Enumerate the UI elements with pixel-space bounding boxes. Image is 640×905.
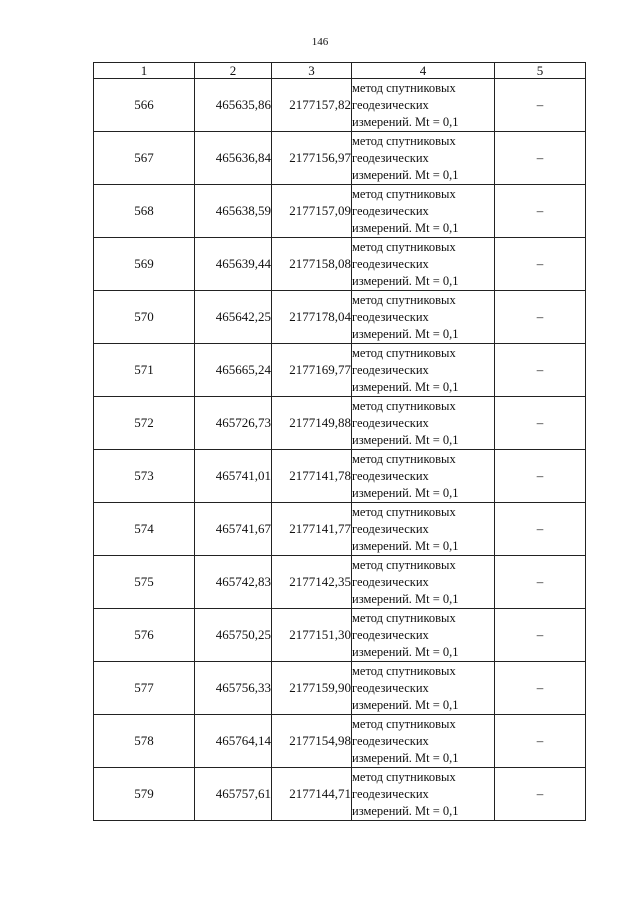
y-coordinate-cell: 2177169,77 — [272, 344, 352, 397]
method-cell — [352, 503, 495, 556]
method-line: метод спутниковых — [352, 398, 456, 413]
method-line: метод спутниковых — [352, 663, 456, 678]
method-cell — [352, 185, 495, 238]
method-line: метод спутниковых — [352, 504, 456, 519]
method-line: геодезических — [352, 733, 429, 748]
table-row — [94, 556, 586, 609]
header-col-3: 3 — [272, 63, 352, 79]
point-number-cell: 567 — [94, 132, 195, 185]
y-coordinate-cell: 2177149,88 — [272, 397, 352, 450]
page-number: 146 — [311, 36, 329, 48]
x-coordinate-cell: 465642,25 — [195, 291, 272, 344]
method-cell — [352, 397, 495, 450]
method-line: геодезических — [352, 256, 429, 271]
y-coordinate-cell: 2177157,09 — [272, 185, 352, 238]
method-line: измерений. Mt = 0,1 — [352, 273, 459, 288]
column-5-cell: – — [495, 450, 586, 503]
point-number-cell: 571 — [94, 344, 195, 397]
method-line: метод спутниковых — [352, 239, 456, 254]
x-coordinate-cell: 465635,86 — [195, 79, 272, 132]
method-cell — [352, 609, 495, 662]
x-coordinate-cell: 465742,83 — [195, 556, 272, 609]
column-5-cell: – — [495, 503, 586, 556]
point-number-cell: 577 — [94, 662, 195, 715]
x-coordinate-cell: 465750,25 — [195, 609, 272, 662]
header-col-4: 4 — [352, 63, 495, 79]
x-coordinate-cell: 465764,14 — [195, 715, 272, 768]
table-row — [94, 715, 586, 768]
point-number-cell: 568 — [94, 185, 195, 238]
column-5-cell: – — [495, 79, 586, 132]
y-coordinate-cell: 2177151,30 — [272, 609, 352, 662]
header-row — [94, 63, 586, 79]
column-5-cell: – — [495, 185, 586, 238]
method-line: метод спутниковых — [352, 451, 456, 466]
method-cell — [352, 450, 495, 503]
column-5-cell: – — [495, 238, 586, 291]
method-line: измерений. Mt = 0,1 — [352, 697, 459, 712]
method-line: метод спутниковых — [352, 557, 456, 572]
method-line: геодезических — [352, 468, 429, 483]
point-number-cell: 575 — [94, 556, 195, 609]
x-coordinate-cell: 465638,59 — [195, 185, 272, 238]
method-line: измерений. Mt = 0,1 — [352, 750, 459, 765]
method-line: метод спутниковых — [352, 769, 456, 784]
method-cell — [352, 132, 495, 185]
method-line: геодезических — [352, 362, 429, 377]
method-cell — [352, 556, 495, 609]
table-row — [94, 79, 586, 132]
method-line: геодезических — [352, 680, 429, 695]
column-5-cell: – — [495, 715, 586, 768]
y-coordinate-cell: 2177156,97 — [272, 132, 352, 185]
table-row — [94, 450, 586, 503]
method-line: измерений. Mt = 0,1 — [352, 167, 459, 182]
point-number-cell: 570 — [94, 291, 195, 344]
method-line: геодезических — [352, 786, 429, 801]
point-number-cell: 572 — [94, 397, 195, 450]
method-cell — [352, 768, 495, 821]
x-coordinate-cell: 465636,84 — [195, 132, 272, 185]
column-5-cell: – — [495, 344, 586, 397]
method-line: метод спутниковых — [352, 186, 456, 201]
table-header — [94, 63, 586, 79]
point-number-cell: 574 — [94, 503, 195, 556]
y-coordinate-cell: 2177142,35 — [272, 556, 352, 609]
y-coordinate-cell: 2177178,04 — [272, 291, 352, 344]
y-coordinate-cell: 2177154,98 — [272, 715, 352, 768]
method-line: метод спутниковых — [352, 610, 456, 625]
method-line: геодезических — [352, 150, 429, 165]
method-line: геодезических — [352, 309, 429, 324]
x-coordinate-cell: 465756,33 — [195, 662, 272, 715]
method-line: измерений. Mt = 0,1 — [352, 485, 459, 500]
table-body — [94, 79, 586, 821]
method-cell — [352, 344, 495, 397]
header-col-1: 1 — [94, 63, 195, 79]
table-row — [94, 662, 586, 715]
y-coordinate-cell: 2177141,78 — [272, 450, 352, 503]
method-line: измерений. Mt = 0,1 — [352, 114, 459, 129]
column-5-cell: – — [495, 132, 586, 185]
point-number-cell: 576 — [94, 609, 195, 662]
method-line: измерений. Mt = 0,1 — [352, 538, 459, 553]
y-coordinate-cell: 2177159,90 — [272, 662, 352, 715]
column-5-cell: – — [495, 291, 586, 344]
column-5-cell: – — [495, 609, 586, 662]
method-line: метод спутниковых — [352, 345, 456, 360]
x-coordinate-cell: 465639,44 — [195, 238, 272, 291]
method-cell — [352, 238, 495, 291]
method-line: измерений. Mt = 0,1 — [352, 644, 459, 659]
method-line: геодезических — [352, 627, 429, 642]
method-cell — [352, 715, 495, 768]
method-line: измерений. Mt = 0,1 — [352, 326, 459, 341]
point-number-cell: 569 — [94, 238, 195, 291]
point-number-cell: 579 — [94, 768, 195, 821]
method-line: метод спутниковых — [352, 133, 456, 148]
column-5-cell: – — [495, 397, 586, 450]
table-row — [94, 185, 586, 238]
table-row — [94, 503, 586, 556]
y-coordinate-cell: 2177141,77 — [272, 503, 352, 556]
method-line: измерений. Mt = 0,1 — [352, 432, 459, 447]
header-col-5: 5 — [495, 63, 586, 79]
method-cell — [352, 662, 495, 715]
point-number-cell: 566 — [94, 79, 195, 132]
table-row — [94, 291, 586, 344]
method-line: измерений. Mt = 0,1 — [352, 591, 459, 606]
table-row — [94, 238, 586, 291]
table-row — [94, 397, 586, 450]
column-5-cell: – — [495, 768, 586, 821]
method-line: геодезических — [352, 415, 429, 430]
method-line: геодезических — [352, 203, 429, 218]
x-coordinate-cell: 465757,61 — [195, 768, 272, 821]
point-number-cell: 578 — [94, 715, 195, 768]
table-row — [94, 132, 586, 185]
y-coordinate-cell: 2177157,82 — [272, 79, 352, 132]
table-row — [94, 609, 586, 662]
x-coordinate-cell: 465665,24 — [195, 344, 272, 397]
method-line: измерений. Mt = 0,1 — [352, 220, 459, 235]
method-line: измерений. Mt = 0,1 — [352, 379, 459, 394]
method-line: геодезических — [352, 574, 429, 589]
coordinates-table — [93, 62, 586, 821]
method-line: измерений. Mt = 0,1 — [352, 803, 459, 818]
y-coordinate-cell: 2177144,71 — [272, 768, 352, 821]
method-line: геодезических — [352, 521, 429, 536]
column-5-cell: – — [495, 556, 586, 609]
method-line: геодезических — [352, 97, 429, 112]
header-col-2: 2 — [195, 63, 272, 79]
method-cell — [352, 291, 495, 344]
x-coordinate-cell: 465726,73 — [195, 397, 272, 450]
table-row — [94, 768, 586, 821]
x-coordinate-cell: 465741,01 — [195, 450, 272, 503]
point-number-cell: 573 — [94, 450, 195, 503]
y-coordinate-cell: 2177158,08 — [272, 238, 352, 291]
table-row — [94, 344, 586, 397]
x-coordinate-cell: 465741,67 — [195, 503, 272, 556]
method-line: метод спутниковых — [352, 80, 456, 95]
method-line: метод спутниковых — [352, 292, 456, 307]
column-5-cell: – — [495, 662, 586, 715]
method-line: метод спутниковых — [352, 716, 456, 731]
method-cell — [352, 79, 495, 132]
